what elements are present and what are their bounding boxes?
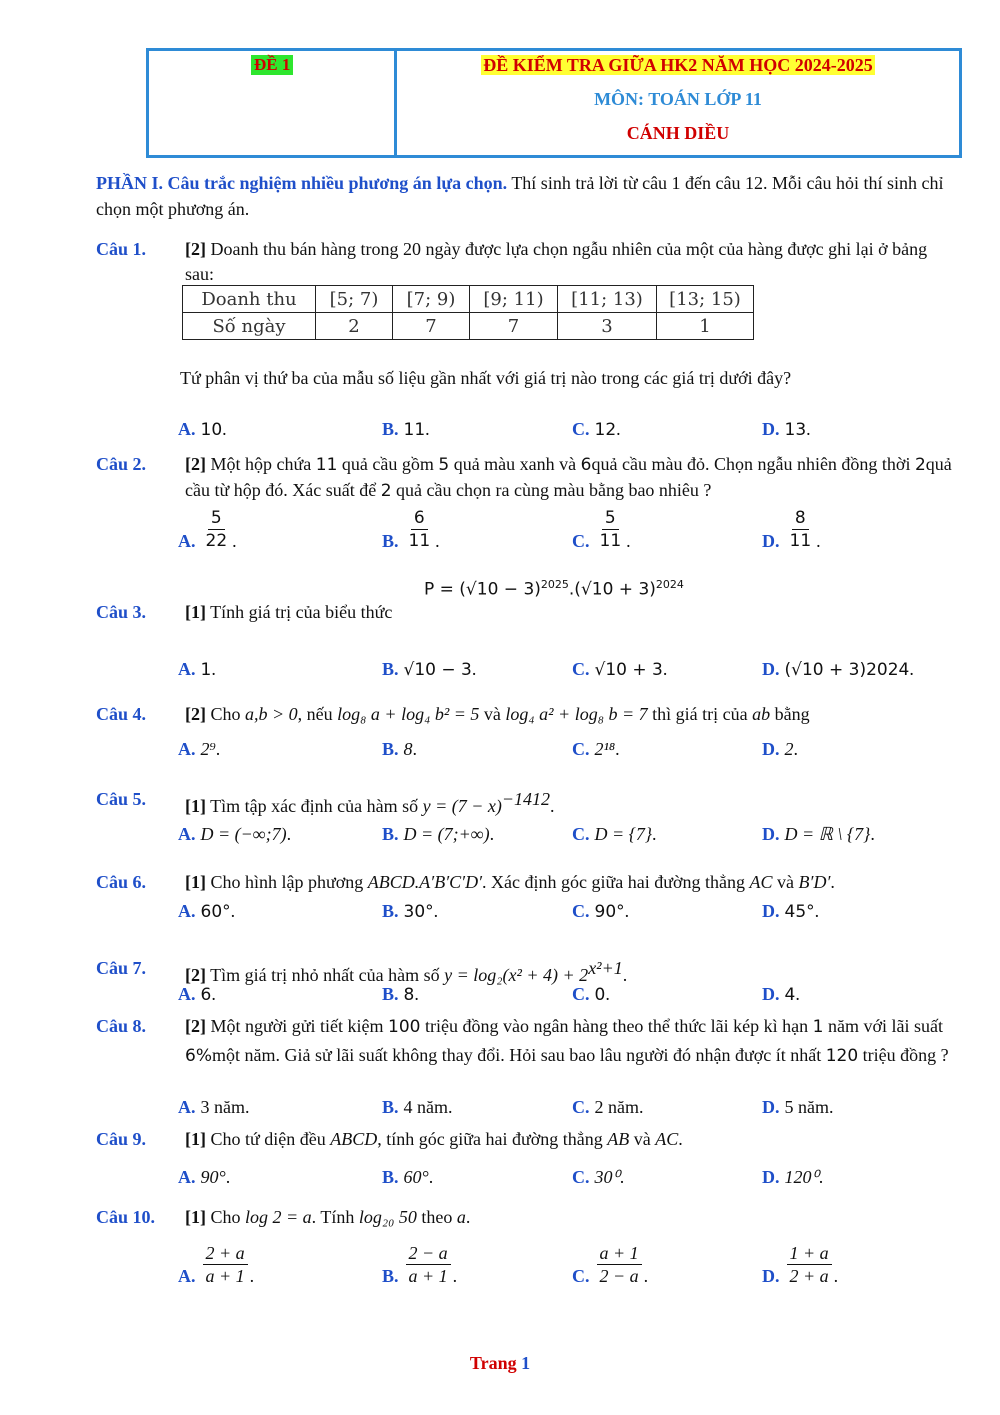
- table-row: [183, 313, 754, 340]
- option-a[interactable]: A. 2⁹ .: [178, 739, 221, 759]
- option-c[interactable]: C. $\frac{a + 1}{2 - a}$ .: [572, 1243, 649, 1286]
- option-d[interactable]: D. 4 .: [762, 984, 800, 1005]
- option-d[interactable]: D. (√10 + 3) 2024 .: [762, 659, 914, 680]
- question-text: [1] Cho tứ diện đều ABCD, tính góc giữa hai đường thẳng AB và AC.: [185, 1129, 683, 1149]
- option-d[interactable]: D. 2 .: [762, 739, 798, 759]
- option-c[interactable]: C. D = {7} .: [572, 824, 657, 844]
- option-a[interactable]: A. 90° .: [178, 1167, 231, 1187]
- question-number: Câu 1.: [96, 239, 147, 259]
- question-text: [2] Doanh thu bán hàng trong 20 ngày được lựa chọn ngẫu nhiên của một của hàng được ghi lại ở bảng sau:: [185, 239, 928, 284]
- question-number: Câu 10.: [96, 1207, 156, 1227]
- question-text: [2] Một hộp chứa 11 quả cầu gồm 5 quả màu xanh và 6quả cầu màu đỏ. Chọn ngẫu nhiên đồng thời 2quả cầu từ hộp đó. Xác suất để 2 quả cầu chọn ra cùng màu bằng bao nhiêu ?: [185, 454, 952, 501]
- section-intro: [96, 170, 956, 222]
- exam-title: ĐỀ KIỂM TRA GIỮA HK2 NĂM HỌC 2024-2025: [483, 55, 873, 75]
- option-a[interactable]: A. 1 .: [178, 659, 216, 680]
- page-number: 1: [521, 1353, 531, 1373]
- option-c[interactable]: C. 0 .: [572, 984, 610, 1005]
- page-footer: [0, 1353, 1000, 1374]
- options-4: [178, 712, 958, 760]
- option-b[interactable]: B. 4 năm.: [382, 1097, 453, 1117]
- table-cell: 7: [470, 313, 558, 340]
- option-c[interactable]: C. 12 .: [572, 419, 621, 440]
- exam-code: ĐỀ 1: [251, 55, 293, 75]
- option-b[interactable]: B. √10 − 3 .: [382, 659, 477, 680]
- option-a[interactable]: A. 3 năm.: [178, 1097, 250, 1117]
- option-a[interactable]: A. 10 .: [178, 419, 227, 440]
- option-d[interactable]: D. D = ℝ \ {7} .: [762, 824, 875, 844]
- option-c[interactable]: C. 90° .: [572, 901, 630, 922]
- table-cell: 7: [393, 313, 470, 340]
- question-number: Câu 2.: [96, 454, 147, 474]
- option-d[interactable]: D. 13 .: [762, 419, 811, 440]
- option-b[interactable]: B. D = (7;+∞) .: [382, 824, 495, 844]
- option-d[interactable]: D. 120⁰ .: [762, 1167, 824, 1187]
- option-c[interactable]: C. 2¹⁸ .: [572, 739, 620, 759]
- options-6: [178, 874, 958, 922]
- table-cell: Số ngày: [183, 313, 316, 340]
- option-b[interactable]: B. $\frac{2 - a}{a + 1}$ .: [382, 1243, 458, 1286]
- expression-p: $P = (√10 - 3)^{2025}.(√10 + 3)^{2024}$: [424, 578, 684, 600]
- table-cell: 3: [558, 313, 657, 340]
- option-b[interactable]: B. 30° .: [382, 901, 439, 922]
- question-text: [1] Cho log 2 = a. Tính log₂₀ 50 theo a.: [185, 1207, 471, 1227]
- table-cell: [7; 9): [393, 286, 470, 313]
- option-d[interactable]: D. 45° .: [762, 901, 820, 922]
- table-cell: 2: [316, 313, 393, 340]
- options-10: [178, 1237, 958, 1287]
- option-c[interactable]: C. √10 + 3 .: [572, 659, 668, 680]
- option-a[interactable]: A. 60° .: [178, 901, 236, 922]
- question-number: Câu 7.: [96, 958, 147, 978]
- options-1: [178, 392, 958, 440]
- table-cell: 1: [657, 313, 754, 340]
- option-c[interactable]: C. 30⁰ .: [572, 1167, 625, 1187]
- question-text: [1] Tìm tập xác định của hàm số $y = (7 - x)^{-1412}$.: [185, 789, 555, 816]
- header-box: [146, 48, 962, 158]
- question-text: [1] Cho hình lập phương ABCD.A′B′C′D′. Xác định góc giữa hai đường thẳng AC và B′D′.: [185, 872, 835, 892]
- table-row: [183, 286, 754, 313]
- option-a[interactable]: A. $\frac{5}{22}$ .: [178, 508, 237, 551]
- question-1-prompt: Tứ phân vị thứ ba của mẫu số liệu gần nhất với giá trị nào trong các giá trị dưới đây?: [180, 368, 792, 388]
- question-number: Câu 8.: [96, 1016, 147, 1036]
- footer-label: Trang: [469, 1353, 522, 1373]
- option-d[interactable]: D. 5 năm.: [762, 1097, 834, 1117]
- frequency-table: [182, 285, 754, 340]
- question-number: Câu 5.: [96, 789, 147, 809]
- section-heading: PHẦN I. Câu trắc nghiệm nhiều phương án lựa chọn.: [96, 173, 508, 193]
- section-instruction: Thí sinh trả lời từ câu 1 đến câu 12. Mỗi câu hỏi thí sinh chỉ chọn một phương án.: [96, 173, 944, 219]
- option-c[interactable]: C. 2 năm.: [572, 1097, 644, 1117]
- options-9: [178, 1140, 958, 1188]
- table-cell: Doanh thu: [183, 286, 316, 313]
- options-7: [178, 957, 958, 1005]
- option-d[interactable]: D. $\frac{8}{11}$ .: [762, 508, 821, 551]
- exam-subject: MÔN: TOÁN LỚP 11: [594, 89, 762, 109]
- options-3: [178, 632, 958, 680]
- header-right-cell: [397, 51, 959, 155]
- question-number: Câu 9.: [96, 1129, 147, 1149]
- exam-edition: CÁNH DIỀU: [626, 123, 730, 143]
- option-a[interactable]: A. $\frac{2 + a}{a + 1}$ .: [178, 1243, 255, 1286]
- option-b[interactable]: B. 8 .: [382, 739, 418, 759]
- header-left-cell: [149, 51, 397, 155]
- question-number: Câu 3.: [96, 602, 147, 622]
- options-2: [178, 504, 958, 552]
- option-b[interactable]: B. $\frac{6}{11}$ .: [382, 508, 440, 551]
- table-cell: [11; 13): [558, 286, 657, 313]
- question-text: [1] Tính giá trị của biểu thức: [185, 602, 393, 622]
- option-a[interactable]: A. 6 .: [178, 984, 216, 1005]
- question-text: [2] Cho a,b > 0, nếu log₈ a + log₄ b² = 5 và log₄ a² + log₈ b = 7 thì giá trị của ab bằng: [185, 704, 810, 724]
- question-text: [2] Tìm giá trị nhỏ nhất của hàm số $y = \log_2(x^2 + 4) + 2^{x^2+1}$.: [185, 958, 628, 985]
- option-b[interactable]: B. 8 .: [382, 984, 419, 1005]
- option-d[interactable]: D. $\frac{1 + a}{2 + a}$ .: [762, 1243, 839, 1286]
- options-5: [178, 797, 958, 845]
- option-a[interactable]: A. D = (−∞;7) .: [178, 824, 292, 844]
- question-number: Câu 4.: [96, 704, 147, 724]
- option-b[interactable]: B. 60° .: [382, 1167, 434, 1187]
- question-text: [2] Một người gửi tiết kiệm 100 triệu đồng vào ngân hàng theo thể thức lãi kép kì hạn 1 năm với lãi suất 6%một năm. Giả sử lãi suất không thay đổi. Hỏi sau bao lâu người đó nhận được ít nhất 120 triệu đồng ?: [185, 1016, 949, 1066]
- question-number: Câu 6.: [96, 872, 147, 892]
- option-c[interactable]: C. $\frac{5}{11}$ .: [572, 508, 631, 551]
- option-b[interactable]: B. 11 .: [382, 419, 430, 440]
- table-cell: [9; 11): [470, 286, 558, 313]
- options-8: [178, 1072, 958, 1118]
- table-cell: [13; 15): [657, 286, 754, 313]
- table-cell: [5; 7): [316, 286, 393, 313]
